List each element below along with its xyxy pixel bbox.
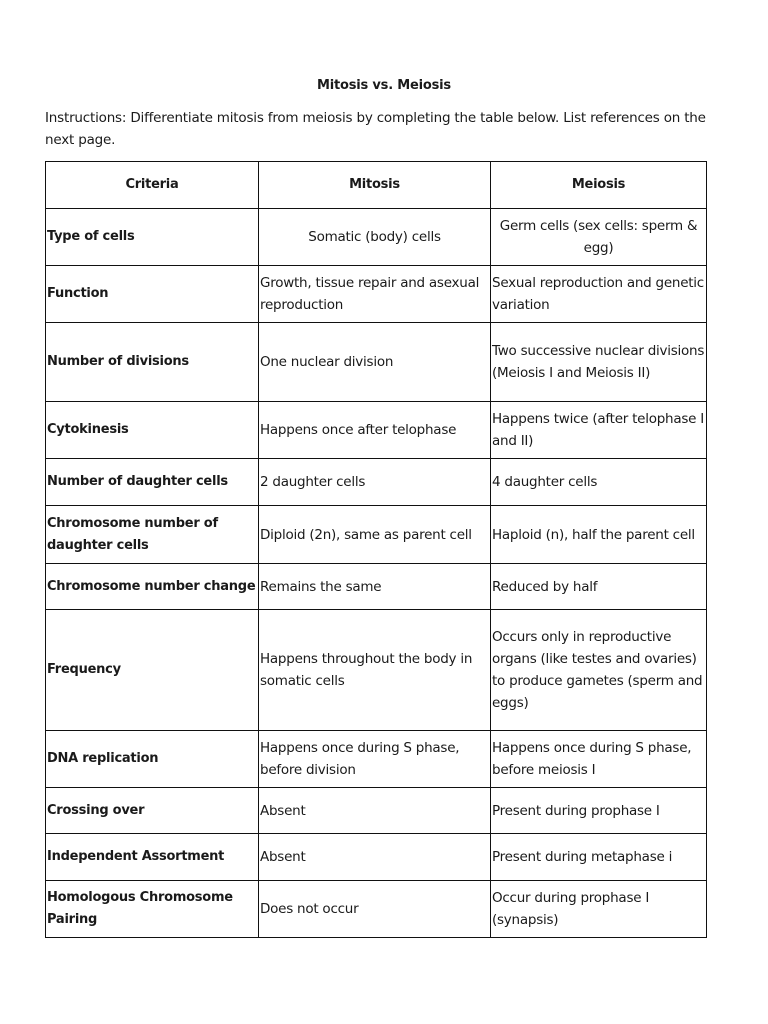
mitosis-cell: 2 daughter cells	[259, 459, 491, 506]
meiosis-cell: Happens twice (after telophase I and II)	[491, 402, 707, 459]
table-row	[46, 610, 707, 731]
table-row	[46, 506, 707, 564]
criteria-cell: Frequency	[46, 610, 259, 731]
mitosis-cell: Somatic (body) cells	[259, 209, 491, 266]
criteria-cell: Independent Assortment	[46, 834, 259, 881]
header-mitosis: Mitosis	[259, 162, 491, 209]
table-row	[46, 788, 707, 834]
criteria-cell: Function	[46, 266, 259, 323]
criteria-cell: Type of cells	[46, 209, 259, 266]
table-row	[46, 323, 707, 402]
table-row	[46, 209, 707, 266]
table-row	[46, 834, 707, 881]
header-criteria: Criteria	[46, 162, 259, 209]
criteria-cell: Crossing over	[46, 788, 259, 834]
meiosis-cell: 4 daughter cells	[491, 459, 707, 506]
criteria-cell: DNA replication	[46, 731, 259, 788]
table-header-row	[46, 162, 707, 209]
header-meiosis: Meiosis	[491, 162, 707, 209]
criteria-cell: Homologous Chromosome Pairing	[46, 881, 259, 938]
mitosis-cell: Remains the same	[259, 564, 491, 610]
meiosis-cell: Haploid (n), half the parent cell	[491, 506, 707, 564]
criteria-cell: Number of daughter cells	[46, 459, 259, 506]
mitosis-cell: Diploid (2n), same as parent cell	[259, 506, 491, 564]
comparison-table	[45, 161, 707, 938]
mitosis-cell: Happens once after telophase	[259, 402, 491, 459]
criteria-cell: Cytokinesis	[46, 402, 259, 459]
table-row	[46, 881, 707, 938]
criteria-cell: Number of divisions	[46, 323, 259, 402]
table-row	[46, 731, 707, 788]
mitosis-cell: Happens throughout the body in somatic cells	[259, 610, 491, 731]
meiosis-cell: Two successive nuclear divisions (Meiosis I and Meiosis II)	[491, 323, 707, 402]
mitosis-cell: Absent	[259, 834, 491, 881]
mitosis-cell: Growth, tissue repair and asexual reproduction	[259, 266, 491, 323]
criteria-cell: Chromosome number of daughter cells	[46, 506, 259, 564]
meiosis-cell: Occurs only in reproductive organs (like testes and ovaries) to produce gametes (sperm and eggs)	[491, 610, 707, 731]
meiosis-cell: Present during prophase I	[491, 788, 707, 834]
table-row	[46, 564, 707, 610]
table-row	[46, 459, 707, 506]
mitosis-cell: Absent	[259, 788, 491, 834]
meiosis-cell: Sexual reproduction and genetic variation	[491, 266, 707, 323]
mitosis-cell: Happens once during S phase, before division	[259, 731, 491, 788]
meiosis-cell: Happens once during S phase, before meiosis I	[491, 731, 707, 788]
meiosis-cell: Germ cells (sex cells: sperm & egg)	[491, 209, 707, 266]
criteria-cell: Chromosome number change	[46, 564, 259, 610]
instructions-text: Instructions: Differentiate mitosis from meiosis by completing the table below. List references on the next page.	[45, 110, 706, 148]
meiosis-cell: Present during metaphase i	[491, 834, 707, 881]
table-row	[46, 266, 707, 323]
meiosis-cell: Reduced by half	[491, 564, 707, 610]
page-title: Mitosis vs. Meiosis	[317, 78, 451, 93]
mitosis-cell: One nuclear division	[259, 323, 491, 402]
table-row	[46, 402, 707, 459]
mitosis-cell: Does not occur	[259, 881, 491, 938]
meiosis-cell: Occur during prophase I (synapsis)	[491, 881, 707, 938]
